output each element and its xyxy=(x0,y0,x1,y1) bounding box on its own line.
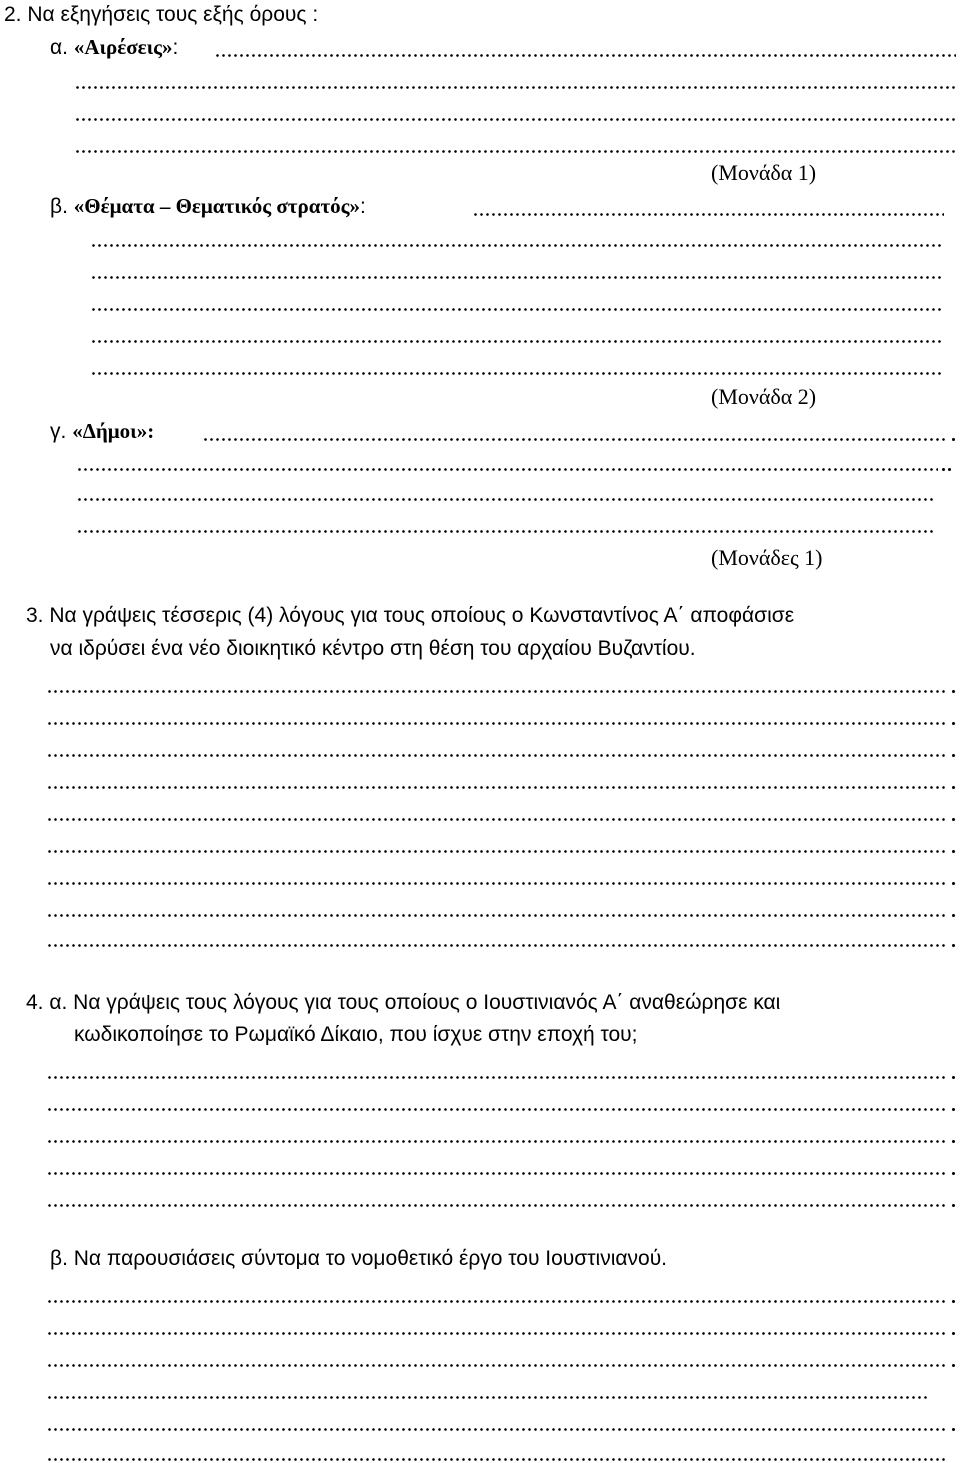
q2b-colon: : xyxy=(359,195,366,218)
q2c-term: «Δήμοι»: xyxy=(72,419,155,443)
q2c-mark: γ. xyxy=(50,420,67,443)
answer-line[interactable] xyxy=(48,1076,948,1079)
answer-line[interactable] xyxy=(48,914,948,917)
q4a-line2: κωδικοποίησε το Ρωμαϊκό Δίκαιο, που ίσχυε στην εποχή του; xyxy=(74,1023,638,1046)
answer-line[interactable] xyxy=(78,498,936,501)
answer-line[interactable] xyxy=(92,244,944,247)
answer-line[interactable] xyxy=(48,1172,948,1175)
answer-line[interactable] xyxy=(48,1204,948,1207)
answer-line[interactable] xyxy=(48,1396,928,1399)
answer-line[interactable] xyxy=(48,818,948,821)
answer-line[interactable] xyxy=(48,1332,948,1335)
answer-line[interactable] xyxy=(48,690,948,693)
q2a-mark: α. xyxy=(50,36,68,59)
q2c-points: (Μονάδες 1) xyxy=(711,545,823,570)
answer-line[interactable] xyxy=(76,118,956,121)
answer-line[interactable] xyxy=(48,1108,948,1111)
q2c-label xyxy=(50,418,154,444)
answer-line[interactable] xyxy=(76,150,956,153)
answer-line[interactable] xyxy=(48,1300,948,1303)
answer-line[interactable] xyxy=(216,54,956,57)
q3-line2: να ιδρύσει ένα νέο διοικητικό κέντρο στη θέση του αρχαίου Βυζαντίου. xyxy=(50,637,696,660)
answer-line[interactable] xyxy=(48,1364,948,1367)
q2a-points: (Μονάδα 1) xyxy=(711,160,817,185)
q2b-mark: β. xyxy=(50,195,68,218)
answer-line[interactable] xyxy=(48,1140,948,1143)
answer-line[interactable] xyxy=(78,530,936,533)
answer-line[interactable] xyxy=(48,786,948,789)
answer-line[interactable] xyxy=(204,438,948,441)
q3-line1: 3. Να γράψεις τέσσερις (4) λόγους για τους οποίους ο Κωνσταντίνος Α΄ αποφάσισε xyxy=(26,604,795,627)
answer-line[interactable] xyxy=(78,468,938,471)
q2b-label xyxy=(50,193,366,219)
answer-line[interactable] xyxy=(48,1428,948,1431)
answer-line[interactable] xyxy=(474,213,944,216)
q4b-line: β. Να παρουσιάσεις σύντομα το νομοθετικό έργο του Ιουστινιανού. xyxy=(50,1247,668,1270)
answer-line[interactable] xyxy=(76,86,956,89)
answer-line[interactable] xyxy=(92,276,944,279)
answer-line[interactable] xyxy=(48,882,948,885)
answer-line[interactable] xyxy=(48,850,948,853)
answer-line[interactable] xyxy=(92,372,944,375)
q2b-points: (Μονάδα 2) xyxy=(711,384,817,409)
answer-line[interactable] xyxy=(48,754,948,757)
q2a-term: «Αιρέσεις» xyxy=(73,35,173,59)
answer-line[interactable] xyxy=(48,944,948,947)
answer-line[interactable] xyxy=(92,308,944,311)
answer-line[interactable] xyxy=(92,340,944,343)
q2b-term: «Θέματα – Θεματικός στρατός» xyxy=(73,194,360,218)
q2a-label xyxy=(50,34,178,60)
q2-heading: 2. Να εξηγήσεις τους εξής όρους : xyxy=(4,3,319,26)
q2a-colon: : xyxy=(172,36,179,59)
answer-line[interactable] xyxy=(48,1458,948,1461)
answer-line[interactable] xyxy=(48,722,948,725)
q4a-line1: 4. α. Να γράψεις τους λόγους για τους οποίους ο Ιουστινιανός Α΄ αναθεώρησε και xyxy=(26,991,781,1014)
